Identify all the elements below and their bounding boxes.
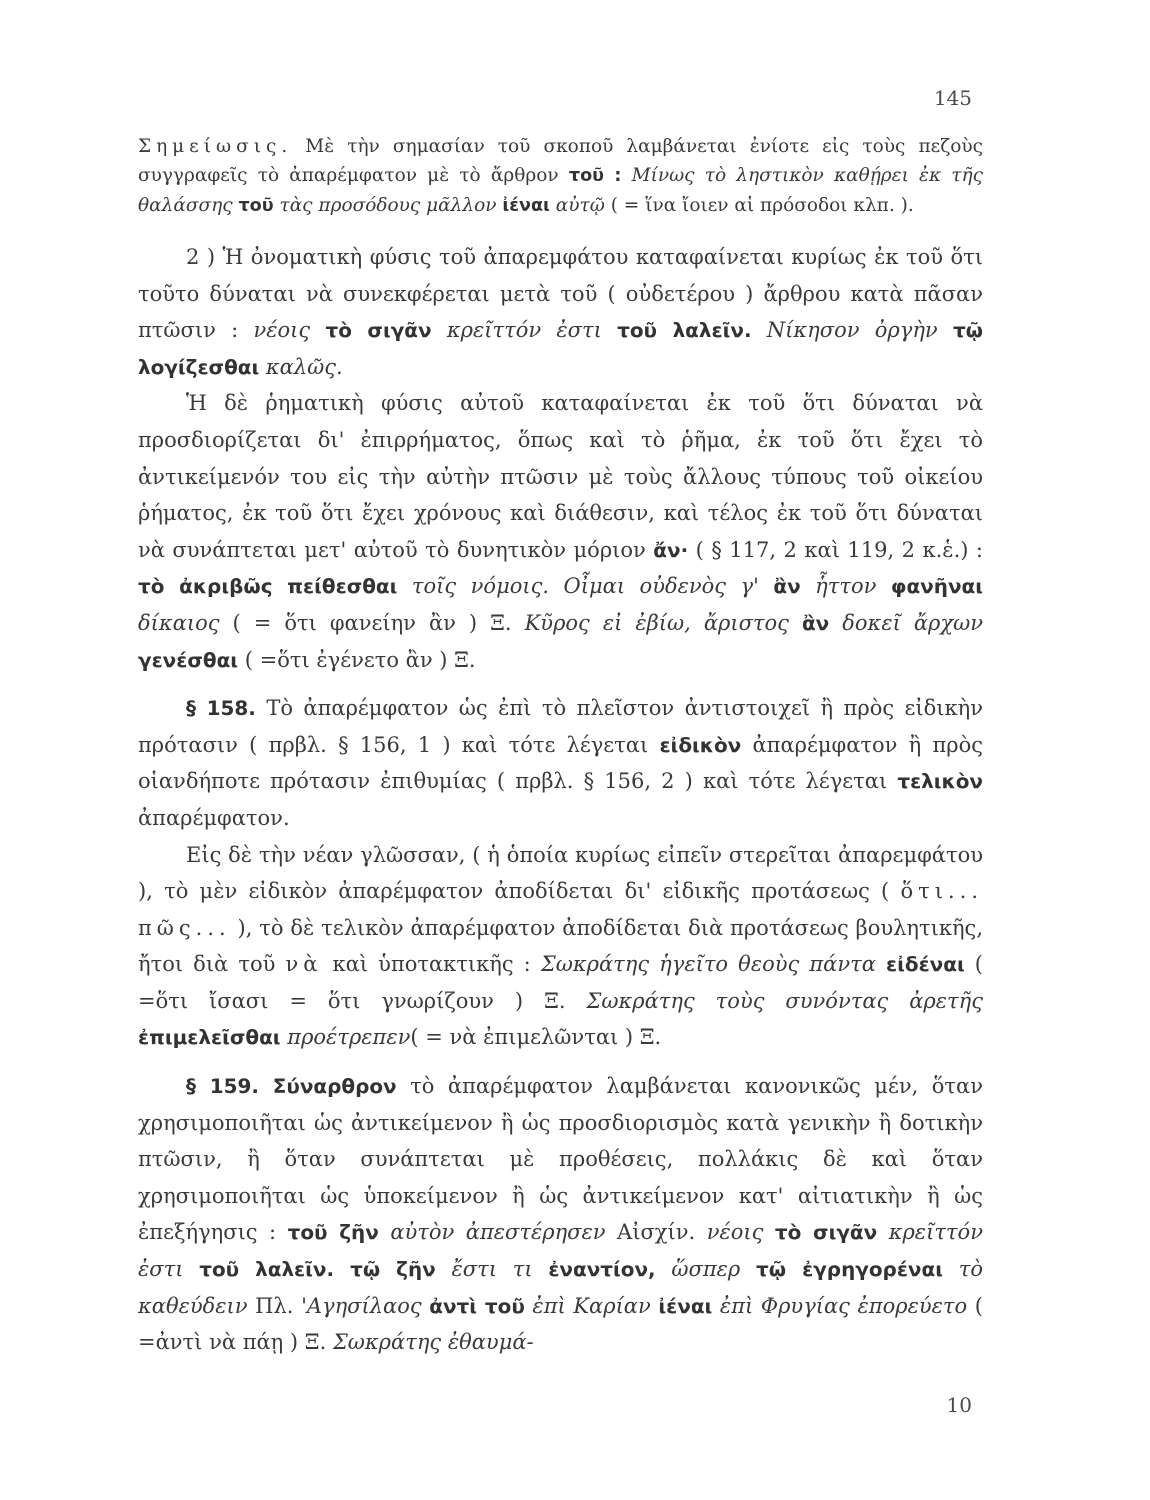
paragraph-nominal-nature: 2 ) Ἡ ὀνοματικὴ φύσις τοῦ ἀπαρεμφάτου καταφαίνεται κυρίως ἐκ τοῦ ὅτι τοῦτο δύναται νὰ συνεκφέρεται μετὰ τοῦ ( οὐδετέρου ) ἄρθρου κατὰ πᾶσαν πτῶσιν : νέοις τὸ σιγᾶν κρεῖττόν ἐστι τοῦ λαλεῖν. Νίκησον ὀργὴν τῷ λογίζεσθαι καλῶς. <box>138 245 984 379</box>
section-159-heading: § 159. Σύναρθρον <box>186 1074 397 1099</box>
note-paragraph: Σημείωσις. Μὲ τὴν σημασίαν τοῦ σκοποῦ λαμβάνεται ἐνίοτε εἰς τοὺς πεζοὺς συγγραφεῖς τὸ ἀπαρέμφατον μὲ τὸ ἄρθρον τοῦ : Μίνως τὸ ληστικὸν καθῄρει ἐκ τῆς θαλάσσης τοῦ τὰς προσόδους μᾶλλον ἰέναι αὐτῷ ( = ἵνα ἴοιεν αἱ πρόσοδοι κλπ. ). <box>138 136 983 216</box>
signature-mark: 10 <box>946 1393 972 1417</box>
paragraph-modern-language: Εἰς δὲ τὴν νέαν γλῶσσαν, ( ἡ ὁποία κυρίως εἰπεῖν στερεῖται ἀπαρεμφάτου ), τὸ μὲν εἰδικὸν ἀπαρέμφατον ἀποδίδεται δι' εἰδικῆς προτάσεως ( ὅτι... πῶς... ), τὸ δὲ τελικὸν ἀπαρέμφατον ἀποδίδεται διὰ προτάσεως βουλητικῆς, ἤτοι διὰ τοῦ νὰ καὶ ὑποτακτικῆς : Σωκράτης ἡγεῖτο θεοὺς πάντα εἰδέναι ( =ὅτι ἴσασι = ὅτι γνωρίζουν ) Ξ. Σωκράτης τοὺς συνόντας ἀρετῆς ἐπιμελεῖσθαι προέτρεπεν( = νὰ ἐπιμελῶνται ) Ξ. <box>138 842 984 1050</box>
page-number: 145 <box>933 86 972 110</box>
section-159: § 159. Σύναρθρον τὸ ἀπαρέμφατον λαμβάνεται κανονικῶς μέν, ὅταν χρησιμοποιῆται ὡς ἀντικείμενον ἢ ὡς προσδιορισμὸς κατὰ γενικὴν ἢ δοτικὴν πτῶσιν, ἢ ὅταν συνάπτεται μὲ προθέσεις, πολλάκις δὲ καὶ ὅταν χρησιμοποιῆται ὡς ὑποκείμενον ἢ ὡς ἀντικείμενον κατ' αἰτιατικὴν ἢ ὡς ἐπεξήγησις : τοῦ ζῆν αὐτὸν ἀπεστέρησεν Αἰσχίν. νέοις τὸ σιγᾶν κρεῖττόν ἐστι τοῦ λαλεῖν. τῷ ζῆν ἔστι τι ἐναντίον, ὥσπερ τῷ ἐγρηγορέναι τὸ καθεύδειν Πλ. 'Αγησίλαος ἀντὶ τοῦ ἐπὶ Καρίαν ἰέναι ἐπὶ Φρυγίας ἐπορεύετο ( =ἀντὶ νὰ πάῃ ) Ξ. Σωκράτης ἐθαυμά- <box>138 1074 984 1355</box>
note-label: Σημείωσις. <box>138 136 293 157</box>
section-158: § 158. Τὸ ἀπαρέμφατον ὡς ἐπὶ τὸ πλεῖστον ἀντιστοιχεῖ ἢ πρὸς εἰδικὴν πρότασιν ( πρβλ. § 156, 1 ) καὶ τότε λέγεται εἰδικὸν ἀπαρέμφατον ἢ πρὸς οἱανδήποτε πρότασιν ἐπιθυμίας ( πρβλ. § 156, 2 ) καὶ τότε λέγεται τελικὸν ἀπαρέμφατον. <box>138 696 984 830</box>
paragraph-verbal-nature: Ἡ δὲ ῥηματικὴ φύσις αὐτοῦ καταφαίνεται ἐκ τοῦ ὅτι δύναται νὰ προσδιορίζεται δι' ἐπιρρήματος, ὅπως καὶ τὸ ῥῆμα, ἐκ τοῦ ὅτι ἔχει τὸ ἀντικείμενόν του εἰς τὴν αὐτὴν πτῶσιν μὲ τοὺς ἄλλους τύπους τοῦ οἰκείου ῥήματος, ἐκ τοῦ ὅτι ἔχει χρόνους καὶ διάθεσιν, καὶ τέλος ἐκ τοῦ ὅτι δύναται νὰ συνάπτεται μετ' αὐτοῦ τὸ δυνητικὸν μόριον ἄν· ( § 117, 2 καὶ 119, 2 κ.ἑ.) : τὸ ἀκριβῶς πείθεσθαι τοῖς νόμοις. Οἶμαι οὐδενὸς γ' ἂν ἧττον φανῆναι δίκαιος ( = ὅτι φανείην ἂν ) Ξ. Κῦρος εἰ ἐβίω, ἄριστος ἂν δοκεῖ ἄρχων γενέσθαι ( =ὅτι ἐγένετο ἂν ) Ξ. <box>138 391 984 672</box>
text-block <box>138 132 983 1361</box>
section-158-heading: § 158. <box>186 696 256 721</box>
